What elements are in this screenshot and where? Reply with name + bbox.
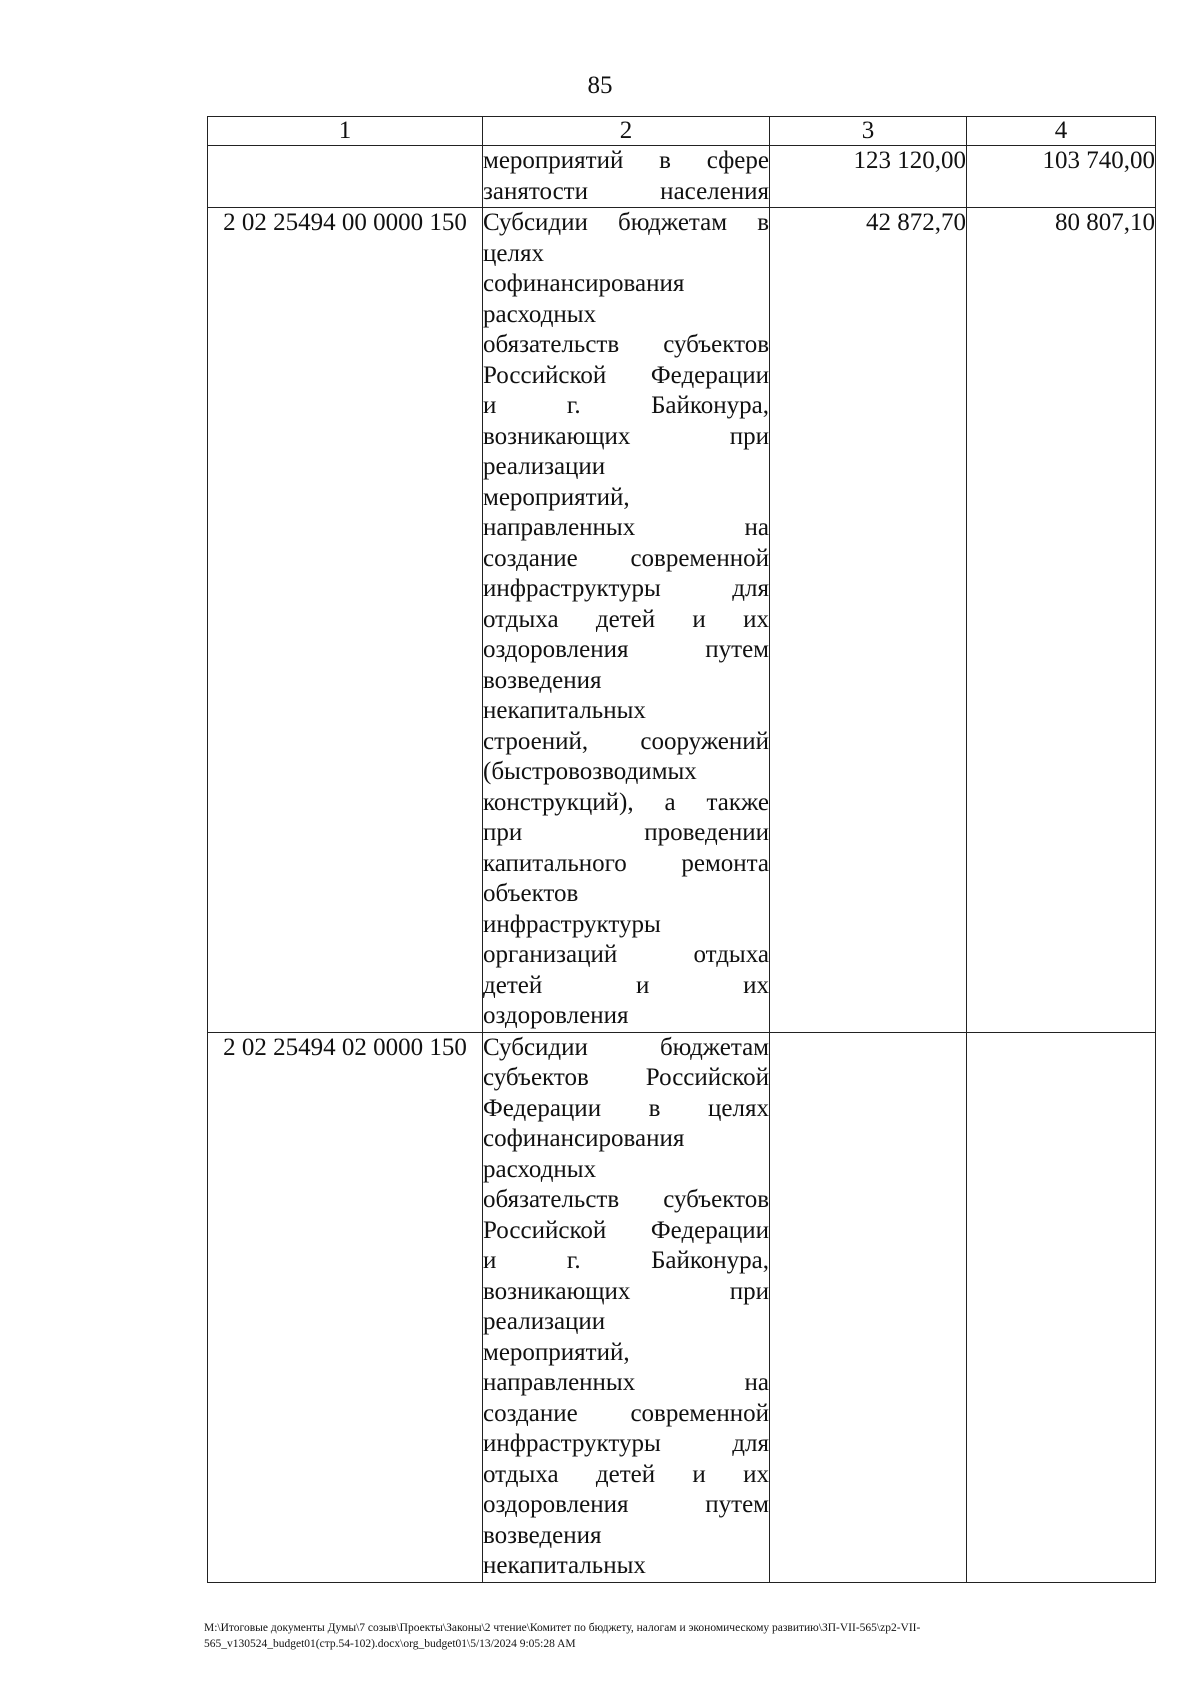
row-name-line: конструкций), а также (483, 788, 769, 816)
row-name-line: создание современной (483, 1399, 769, 1427)
table-header-row (208, 117, 1156, 146)
row-name-line: и г. Байконура, (483, 1247, 769, 1274)
row-name-line: возникающих при (483, 422, 769, 450)
row-code: 2 02 25494 02 0000 150 (208, 1032, 483, 1582)
row-name-line: реализации (483, 1308, 606, 1335)
row-code: 2 02 25494 00 0000 150 (208, 208, 483, 1033)
footer-line-1: M:\Итоговые документы Думы\7 созыв\Проекты\Законы\2 чтение\Комитет по бюджету, налогам и экономическому развитию\ЗП-VII-565\zp2-VII- (204, 1622, 921, 1634)
row-name-line: организаций отдыха (483, 941, 769, 968)
row-name-line: детей и их (483, 971, 769, 999)
row-name-line: инфраструктуры для (483, 1430, 769, 1457)
row-name-line: отдыха детей и их (483, 605, 769, 633)
table-row (208, 1032, 1156, 1582)
row-name-line: и г. Байконура, (483, 392, 769, 419)
row-name (483, 208, 770, 1033)
row-name-line: софинансирования (483, 270, 685, 297)
row-name-line: возникающих при (483, 1277, 769, 1305)
row-name-line: мероприятий, (483, 1338, 630, 1366)
row-name-line: расходных (483, 300, 597, 328)
row-name-line: капитального ремонта (483, 849, 769, 877)
header-col-3: 3 (770, 117, 967, 146)
row-name-line: строений, сооружений (483, 727, 769, 755)
row-name-line: Субсидии бюджетам в (483, 209, 769, 236)
row-value-col4: 80 807,10 (967, 208, 1156, 1033)
row-name-line: Субсидии бюджетам (483, 1033, 769, 1061)
row-name-line: возведения (483, 1521, 602, 1549)
row-name-line: реализации (483, 453, 606, 480)
row-name-line: некапитальных (483, 697, 646, 724)
footer-line-2: 565_v130524_budget01(стр.54-102).docx\org_budget01\5/13/2024 9:05:28 AM (204, 1638, 576, 1650)
table-row (208, 146, 1156, 208)
row-name-line: (быстровозводимых (483, 758, 697, 785)
row-name-line: оздоровления путем (483, 636, 769, 663)
file-path-footer (204, 1620, 1159, 1652)
row-name-line: направленных на (483, 514, 769, 541)
row-name-line: направленных на (483, 1369, 769, 1396)
row-name-line: при проведении (483, 819, 769, 846)
table-row (208, 208, 1156, 1033)
page-number: 85 (587, 72, 613, 99)
row-name-line: мероприятий, (483, 483, 630, 511)
row-name-line: объектов (483, 880, 579, 907)
header-col-2: 2 (483, 117, 770, 146)
row-name-line: занятости населения (483, 177, 769, 205)
row-name-line: софинансирования (483, 1125, 685, 1152)
row-name-line: инфраструктуры (483, 910, 661, 938)
row-name-line: создание современной (483, 544, 769, 572)
row-value-col3: 42 872,70 (770, 208, 967, 1033)
row-value-col4 (967, 1032, 1156, 1582)
row-name-line: расходных (483, 1155, 597, 1183)
row-code (208, 146, 483, 208)
row-name-line: некапитальных (483, 1552, 646, 1579)
row-name-line: целях (483, 239, 544, 267)
row-name-line: Российской Федерации (483, 361, 769, 389)
row-name (483, 146, 770, 208)
row-name-line: мероприятий в сфере (483, 147, 769, 174)
row-value-col4: 103 740,00 (967, 146, 1156, 208)
budget-table (207, 116, 1156, 1583)
row-name-line: обязательств субъектов (483, 331, 769, 358)
row-value-col3 (770, 1032, 967, 1582)
row-name-line: инфраструктуры для (483, 575, 769, 602)
header-col-1: 1 (208, 117, 483, 146)
row-name-line: оздоровления путем (483, 1491, 769, 1518)
row-name-line: обязательств субъектов (483, 1186, 769, 1213)
row-value-col3: 123 120,00 (770, 146, 967, 208)
row-name-line: Федерации в целях (483, 1094, 769, 1122)
header-col-4: 4 (967, 117, 1156, 146)
row-name (483, 1032, 770, 1582)
row-name-line: возведения (483, 666, 602, 694)
row-name-line: оздоровления (483, 1002, 629, 1029)
row-name-line: отдыха детей и их (483, 1460, 769, 1488)
row-name-line: Российской Федерации (483, 1216, 769, 1244)
row-name-line: субъектов Российской (483, 1064, 769, 1091)
